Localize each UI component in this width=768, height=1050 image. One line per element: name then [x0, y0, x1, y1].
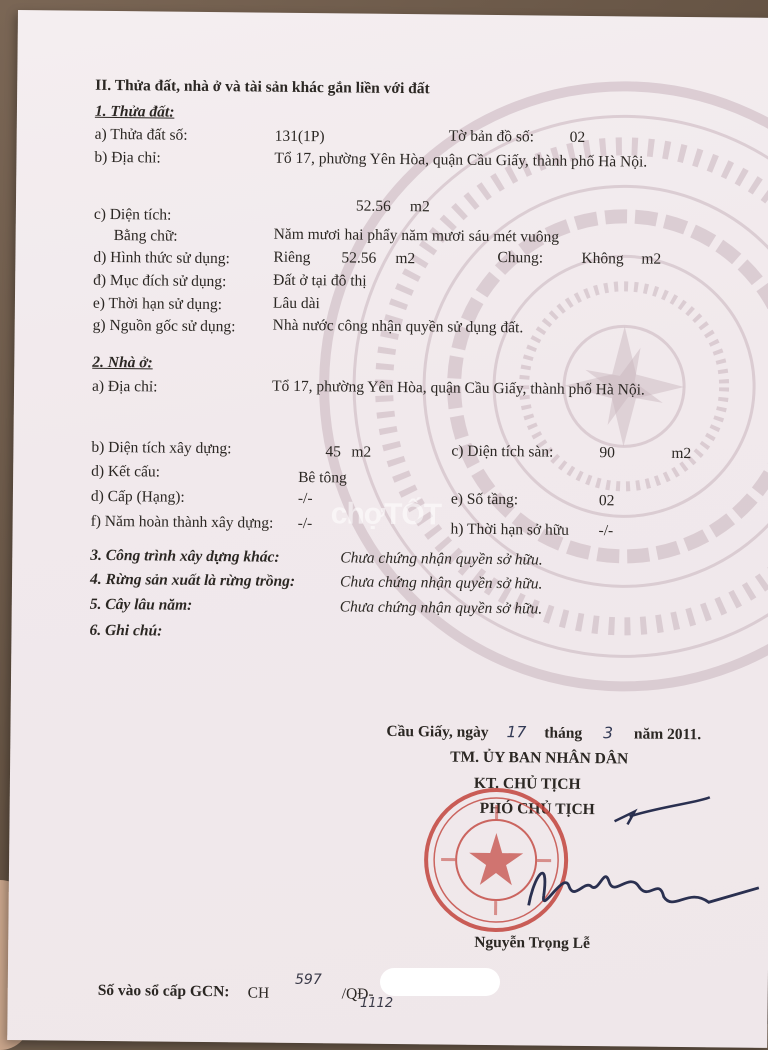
- floor-area-unit: m2: [671, 445, 691, 463]
- private-value: 52.56: [341, 249, 376, 267]
- ownership-term-label: h) Thời hạn sở hữu: [450, 521, 569, 540]
- build-area-label: b) Diện tích xây dựng:: [91, 439, 231, 458]
- perennial-label: 5. Cây lâu năm:: [90, 596, 193, 615]
- purpose-label: đ) Mục đích sử dụng:: [93, 272, 226, 291]
- term-value: Lâu dài: [273, 295, 320, 313]
- usage-form-label: d) Hình thức sử dụng:: [93, 249, 230, 268]
- term-label: e) Thời hạn sử dụng:: [93, 295, 222, 314]
- in-words-label: Bằng chữ:: [114, 227, 178, 246]
- house-address-value: Tổ 17, phường Yên Hòa, quận Cầu Giấy, thành phố Hà Nội.: [272, 378, 645, 400]
- private-label: Riêng: [273, 249, 310, 267]
- map-sheet-label: Tờ bản đồ số:: [449, 128, 534, 147]
- registry-handwritten-extra: 1112: [360, 996, 393, 1011]
- parcel-label: a) Thửa đất số:: [95, 126, 188, 145]
- shared-value: Không: [581, 250, 623, 268]
- handwritten-signature: [508, 785, 768, 948]
- structure-label: d) Kết cấu:: [91, 463, 160, 482]
- org-name: TM. ỦY BAN NHÂN DÂN: [450, 749, 628, 769]
- parcel-value: 131(1P): [275, 128, 325, 147]
- shared-unit: m2: [641, 251, 661, 269]
- completion-value: -/-: [298, 515, 313, 533]
- origin-value: Nhà nước công nhận quyền sử dụng đất.: [273, 317, 524, 338]
- month-label: tháng: [544, 725, 582, 742]
- completion-label: f) Năm hoàn thành xây dựng:: [91, 513, 274, 533]
- registry-prefix: CH: [248, 984, 270, 1002]
- floor-area-value: 90: [599, 444, 615, 462]
- origin-label: g) Nguồn gốc sử dụng:: [93, 317, 236, 336]
- date-month: 3: [586, 724, 630, 742]
- in-words-value: Năm mươi hai phẩy năm mươi sáu mét vuông: [274, 226, 560, 247]
- place-date: [386, 722, 701, 744]
- date-day: 17: [492, 723, 540, 742]
- grade-value: -/-: [298, 490, 313, 508]
- notes-label: 6. Ghi chú:: [89, 622, 162, 641]
- house-heading: 2. Nhà ở:: [92, 354, 153, 373]
- registry-handwritten-number: 597: [295, 972, 322, 988]
- structure-value: Bê tông: [298, 469, 347, 488]
- registry-label: Số vào sổ cấp GCN:: [98, 982, 230, 1001]
- land-heading: 1. Thửa đất:: [95, 103, 175, 122]
- area-label: c) Diện tích:: [94, 206, 172, 225]
- area-unit: m2: [410, 198, 430, 216]
- role-deputy: PHÓ CHỦ TỊCH: [480, 800, 595, 819]
- land-address-label: b) Địa chỉ:: [94, 149, 160, 168]
- floor-area-label: c) Diện tích sàn:: [451, 443, 553, 462]
- signer-name: Nguyễn Trọng Lễ: [474, 934, 590, 953]
- year-label: năm 2011.: [634, 725, 701, 743]
- other-construction-value: Chưa chứng nhận quyền sở hữu.: [340, 549, 543, 569]
- redaction-blob: [380, 968, 500, 996]
- house-address-label: a) Địa chỉ:: [92, 378, 158, 397]
- build-area-value: 45: [325, 443, 341, 461]
- map-sheet-value: 02: [570, 129, 586, 147]
- section-title: II. Thửa đất, nhà ở và tài sản khác gắn liền với đất: [95, 77, 430, 99]
- chotot-watermark: chợTỐT: [331, 497, 442, 532]
- forest-value: Chưa chứng nhận quyền sở hữu.: [340, 573, 543, 593]
- land-address-value: Tổ 17, phường Yên Hòa, quận Cầu Giấy, thành phố Hà Nội.: [274, 150, 647, 172]
- floors-value: 02: [599, 492, 615, 510]
- role-vice-chair: KT. CHỦ TỊCH: [474, 775, 581, 794]
- purpose-value: Đất ở tại đô thị: [273, 272, 367, 291]
- grade-label: d) Cấp (Hạng):: [91, 488, 185, 507]
- certificate-page: [7, 10, 768, 1048]
- registry-suffix: /QĐ-: [342, 985, 374, 1003]
- private-unit: m2: [395, 250, 415, 268]
- shared-label: Chung:: [497, 249, 543, 267]
- build-area-unit: m2: [351, 444, 371, 462]
- area-value: 52.56: [356, 198, 391, 216]
- floors-label: e) Số tầng:: [451, 491, 518, 510]
- ownership-term-value: -/-: [598, 522, 613, 540]
- forest-label: 4. Rừng sản xuất là rừng trồng:: [90, 571, 295, 591]
- perennial-value: Chưa chứng nhận quyền sở hữu.: [340, 598, 543, 618]
- place-date-prefix: Cầu Giấy, ngày: [386, 723, 488, 741]
- other-construction-label: 3. Công trình xây dựng khác:: [90, 547, 279, 567]
